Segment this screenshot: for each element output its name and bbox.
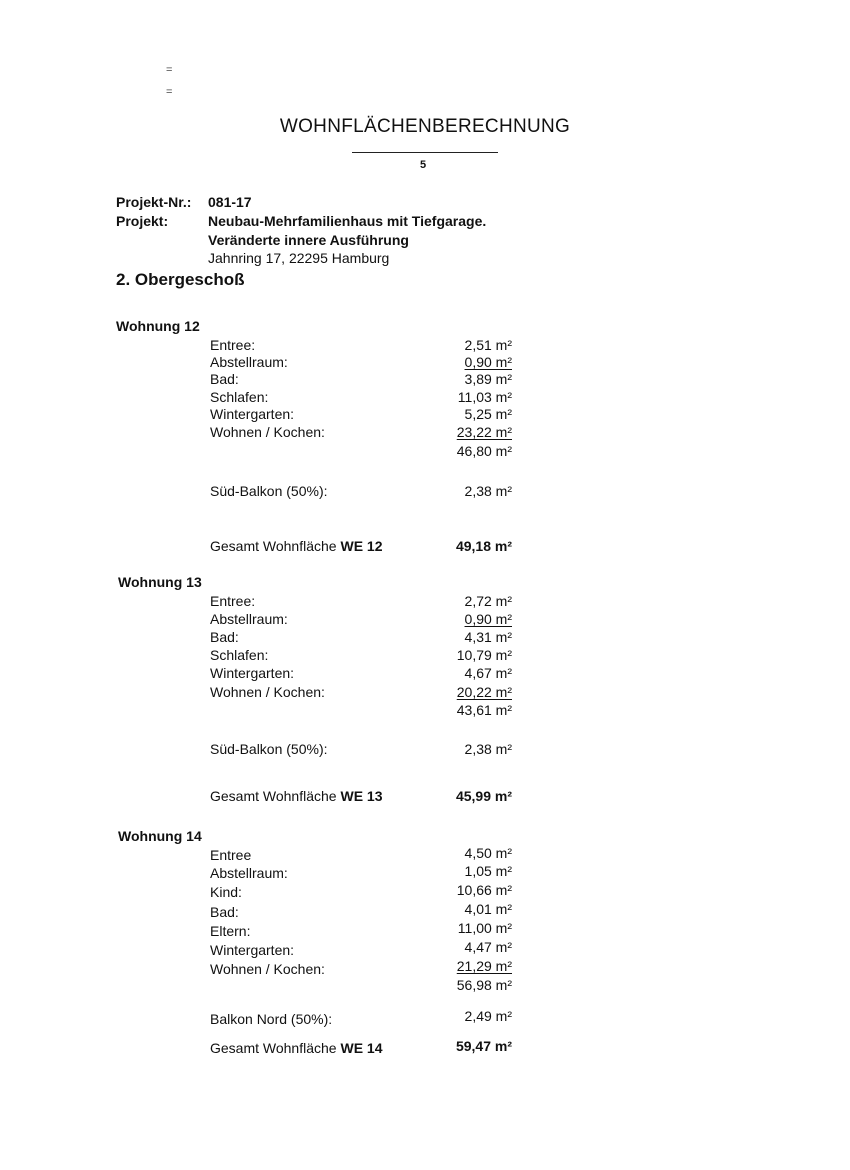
page-number: 5	[420, 159, 427, 171]
unit-heading: Wohnung 14	[118, 828, 202, 844]
room-value: 2,72 m²	[464, 593, 512, 609]
project-label: Projekt:	[116, 213, 169, 229]
total-unit-id: WE 12	[340, 538, 383, 554]
room-value: 4,47 m²	[464, 939, 512, 955]
room-value: 2,51 m²	[464, 337, 512, 353]
room-label: Eltern:	[210, 923, 251, 939]
room-label: Wintergarten:	[210, 406, 295, 422]
project-line-2: Veränderte innere Ausführung	[208, 232, 409, 248]
room-value: 21,29 m²	[456, 958, 512, 974]
subtotal-value: 46,80 m²	[456, 443, 512, 459]
room-value: 23,22 m²	[456, 424, 512, 440]
room-label: Abstellraum:	[210, 865, 288, 881]
room-value: 4,01 m²	[464, 901, 512, 917]
room-label: Bad:	[210, 371, 239, 387]
balcony-label: Süd-Balkon (50%):	[210, 483, 328, 499]
room-label: Wohnen / Kochen:	[210, 684, 325, 700]
room-value: 0,90 m²	[464, 354, 512, 370]
page-title: WOHNFLÄCHENBERECHNUNG	[279, 116, 571, 137]
balcony-label: Süd-Balkon (50%):	[210, 741, 328, 757]
room-label: Schlafen:	[210, 647, 269, 663]
room-label: Schlafen:	[210, 389, 269, 405]
margin-mark: =	[166, 86, 173, 98]
room-label: Bad:	[210, 904, 239, 920]
room-value: 4,31 m²	[464, 629, 512, 645]
room-value: 11,03 m²	[457, 389, 512, 405]
room-label: Entree	[210, 847, 252, 863]
room-label: Wohnen / Kochen:	[210, 424, 325, 440]
total-label: Gesamt Wohnfläche WE 12	[210, 538, 383, 554]
room-value: 10,79 m²	[456, 647, 512, 663]
subtotal-value: 43,61 m²	[456, 702, 512, 718]
room-value: 0,90 m²	[464, 611, 512, 627]
room-value: 1,05 m²	[464, 863, 512, 879]
title-rule	[352, 152, 498, 153]
room-value: 4,50 m²	[464, 845, 512, 861]
room-label: Kind:	[210, 884, 242, 900]
project-nr-label: Projekt-Nr.:	[116, 194, 192, 210]
total-label: Gesamt Wohnfläche WE 13	[210, 788, 383, 804]
unit-heading: Wohnung 12	[116, 318, 200, 334]
room-label: Bad:	[210, 629, 239, 645]
subtotal-value: 56,98 m²	[456, 977, 512, 993]
unit-heading: Wohnung 13	[118, 574, 202, 590]
room-value: 4,67 m²	[464, 665, 512, 681]
balcony-value: 2,49 m²	[464, 1008, 512, 1024]
room-value: 3,89 m²	[464, 371, 512, 387]
project-line-1: Neubau-Mehrfamilienhaus mit Tiefgarage.	[208, 213, 487, 229]
total-value: 45,99 m²	[455, 788, 512, 804]
total-unit-id: WE 13	[340, 788, 383, 804]
room-label: Wintergarten:	[210, 665, 295, 681]
margin-mark: =	[166, 64, 173, 76]
project-address: Jahnring 17, 22295 Hamburg	[208, 250, 390, 266]
balcony-value: 2,38 m²	[464, 741, 512, 757]
room-label: Wohnen / Kochen:	[210, 961, 325, 977]
total-unit-id: WE 14	[340, 1040, 383, 1056]
balcony-value: 2,38 m²	[464, 483, 512, 499]
project-nr-value: 081-17	[208, 194, 252, 210]
room-label: Entree:	[210, 337, 256, 353]
room-value: 10,66 m²	[456, 882, 512, 898]
total-value: 59,47 m²	[455, 1038, 512, 1054]
floor-heading: 2. Obergeschoß	[116, 270, 245, 289]
room-label: Entree:	[210, 593, 256, 609]
room-label: Abstellraum:	[210, 354, 288, 370]
total-label: Gesamt Wohnfläche WE 14	[210, 1040, 383, 1056]
total-value: 49,18 m²	[455, 538, 512, 554]
room-label: Abstellraum:	[210, 611, 288, 627]
balcony-label: Balkon Nord (50%):	[210, 1011, 333, 1027]
room-value: 11,00 m²	[457, 920, 512, 936]
room-value: 20,22 m²	[456, 684, 512, 700]
room-label: Wintergarten:	[210, 942, 295, 958]
room-value: 5,25 m²	[464, 406, 512, 422]
